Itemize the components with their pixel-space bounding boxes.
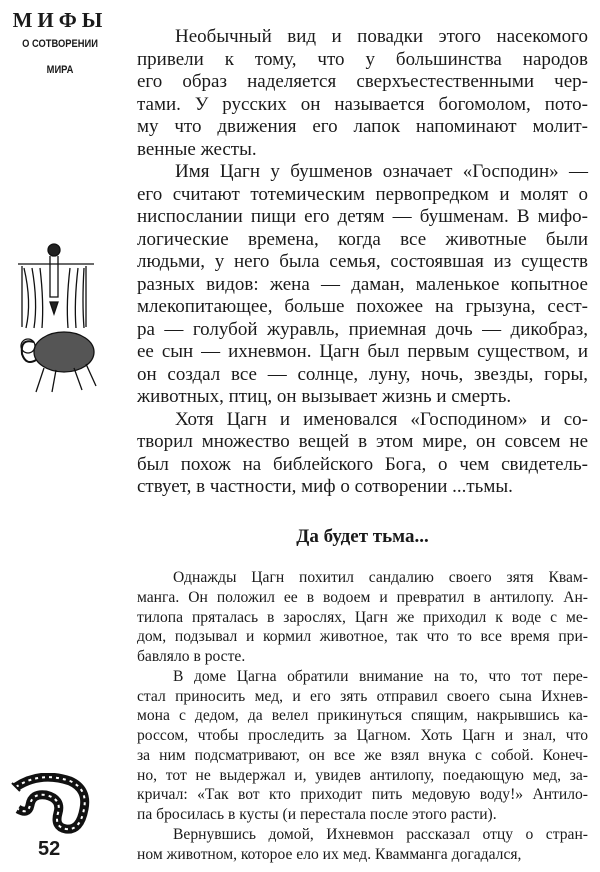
- text-line: па бросилась в кусты (и перестала после этого расти).: [137, 806, 497, 823]
- text-line: Необычный вид и повадки этого насекомого: [175, 26, 588, 47]
- text-line: манга. Он положил ее в водоем и превратил в антилопу. Ан-: [137, 588, 588, 606]
- text-line: ее сын — ихневмон. Цагн был первым существом, и: [137, 341, 588, 362]
- text-line: мона с дедом, да велел прикинуться спящим, накрывшись ка-: [137, 707, 588, 725]
- text-line: ра — голубой журавль, приемная дочь — дикобраз,: [137, 318, 588, 340]
- text-line: кричал: «Так вот кто приходит пить медовую воду!» Антило-: [137, 786, 588, 804]
- running-title-creation: О СОТВОРЕНИИ: [22, 38, 98, 50]
- text-line: бавляло в росте.: [137, 648, 246, 665]
- text-line: ниспослании пищи его детям — бушменам. В мифо-: [137, 206, 588, 227]
- text-line: дом, подзывал и кормил животное, так что то все время при-: [137, 628, 588, 646]
- text-line: привели к тому, что у большинства народов: [137, 48, 588, 70]
- running-title-world: МИРА: [46, 64, 74, 76]
- running-title-myths: МИФЫ: [12, 8, 108, 32]
- section-heading: Да будет тьма...: [296, 526, 429, 547]
- text-line: логические времена, когда все животные были: [137, 228, 588, 250]
- text-line: животных, птиц, он вызывает жизнь и смерть.: [137, 386, 512, 407]
- text-line: был похож на библейского Бога, о чем свидетель-: [137, 453, 588, 475]
- text-line: но, тот не выдержал и, увидев антилопу, поедающую мед, за-: [137, 766, 588, 784]
- intro-text: [137, 26, 588, 499]
- text-line: тами. У русских он называется богомолом, пото-: [137, 93, 588, 115]
- text-line: разных видов: жена — даман, маленькое копытное: [137, 273, 588, 295]
- text-line: творил множество вещей в этом мире, он совсем не: [137, 431, 588, 452]
- text-line: он создал все — солнце, луну, ночь, звезды, горы,: [137, 363, 588, 385]
- text-line: его считают тотемическим первопредком и молят о: [137, 183, 588, 205]
- text-line: тилопа пряталась в зарослях, Цагн же приходил к воде с ме-: [137, 608, 588, 626]
- text-line: венные жесты.: [137, 138, 257, 160]
- text-line: В доме Цагна обратили внимание на то, что тот пере-: [173, 667, 588, 685]
- text-line: Вернувшись домой, Ихневмон рассказал отцу о стран-: [173, 825, 588, 843]
- text-line: млекопитающее, больше похожее на грызуна, сест-: [137, 296, 588, 317]
- snake-illustration: [10, 773, 90, 835]
- text-line: ном животном, которое ело их мед. Квамманга догадался,: [137, 845, 522, 863]
- text-line: его образ наделяется сверхъестественными чер-: [137, 71, 588, 92]
- text-line: за ним подсматривают, он все же взял внука с собой. Конеч-: [137, 746, 588, 764]
- text-line: Однажды Цагн похитил сандалию своего зятя Квам-: [173, 569, 588, 586]
- text-line: россом, чтобы проследить за Цагном. Хоть Цагн и знал, что: [137, 727, 588, 744]
- text-line: му что движения его лапок напоминают молит-: [137, 116, 588, 137]
- mantis-ram-illustration: [12, 242, 104, 402]
- page-number: 52: [38, 838, 61, 860]
- text-line: стал приносить мед, и его зять отправил своего сына Ихнев-: [137, 687, 588, 705]
- text-line: Хотя Цагн и именовался «Господином» и со-: [175, 408, 588, 430]
- story-text: [137, 568, 588, 864]
- text-line: Имя Цагн у бушменов означает «Господин» —: [175, 161, 588, 182]
- text-line: людьми, у него была семья, состоявшая из существ: [137, 251, 588, 272]
- text-line: ствует, в частности, миф о сотворении ...тьмы.: [137, 476, 513, 497]
